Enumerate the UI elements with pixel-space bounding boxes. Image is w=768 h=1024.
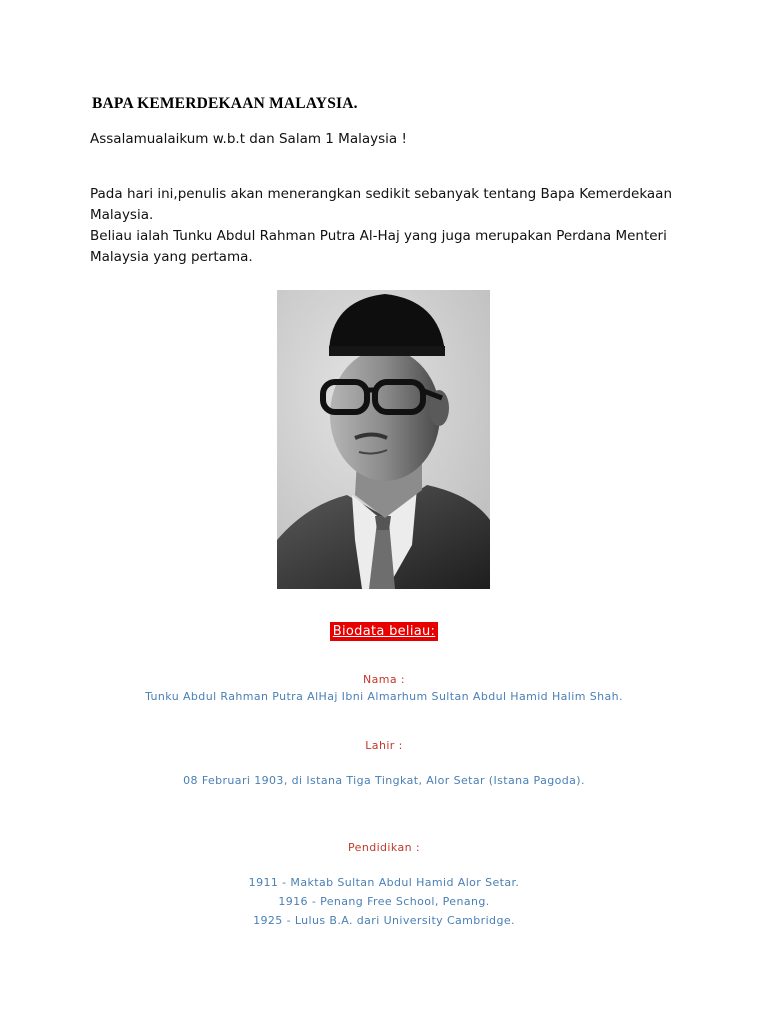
lahir-value: 08 Februari 1903, di Istana Tiga Tingkat, Alor Setar (Istana Pagoda). [183,774,585,787]
pendidikan-item: 1911 - Maktab Sultan Abdul Hamid Alor Setar. [248,876,520,889]
nama-value: Tunku Abdul Rahman Putra AlHaj Ibni Almarhum Sultan Abdul Hamid Halim Shah. [145,690,623,703]
portrait-photo [277,290,490,589]
intro-paragraph [90,184,690,268]
nama-label: Nama : [362,673,406,686]
pendidikan-label: Pendidikan : [348,841,420,854]
pendidikan-item: 1916 - Penang Free School, Penang. [278,895,490,908]
lahir-label: Lahir : [365,739,403,752]
intro-line-2: Beliau ialah Tunku Abdul Rahman Putra Al-Haj yang juga merupakan Perdana Menteri Malaysia yang pertama. [90,228,667,265]
biodata-heading-text: Biodata beliau: [330,622,438,641]
portrait-photo-icon [277,290,490,589]
intro-line-1: Pada hari ini,penulis akan menerangkan sedikit sebanyak tentang Bapa Kemerdekaan Malaysia. [90,186,673,223]
biodata-heading [0,620,768,639]
greeting-text: Assalamualaikum w.b.t dan Salam 1 Malaysia ! [90,131,407,147]
page-title: BAPA KEMERDEKAAN MALAYSIA. [92,95,358,112]
pendidikan-item: 1925 - Lulus B.A. dari University Cambridge. [253,914,515,927]
